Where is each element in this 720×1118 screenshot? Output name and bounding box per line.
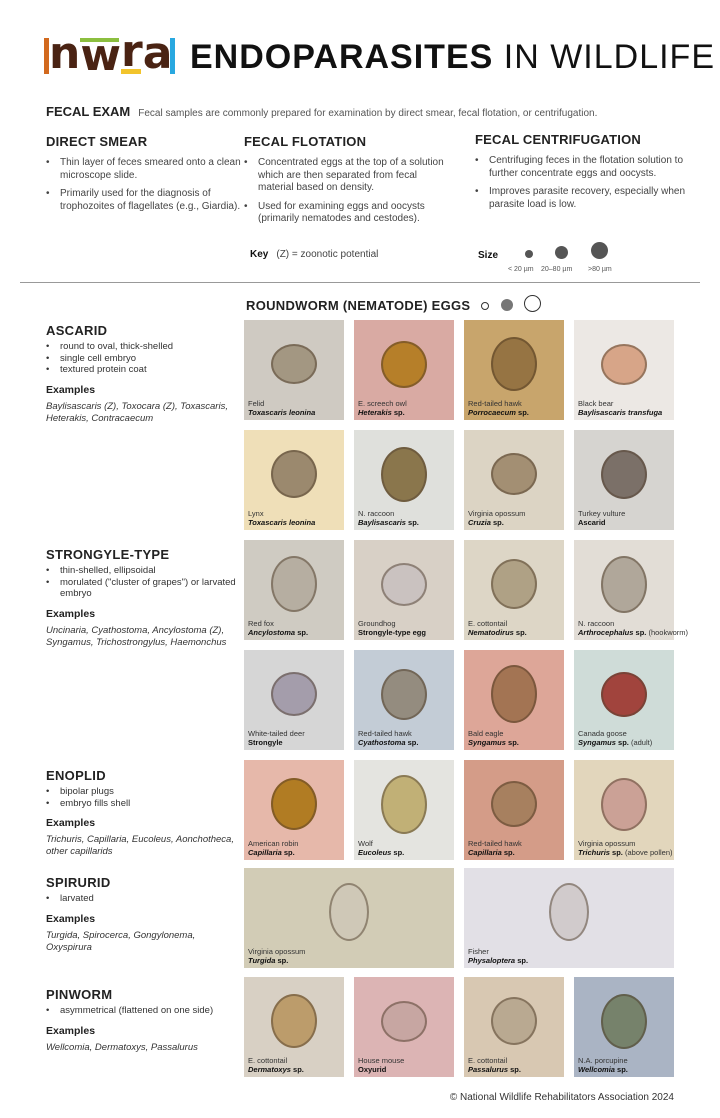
photo-caption [468,839,522,857]
photo-caption [578,839,673,857]
photo-caption [248,509,315,527]
species-suffix: sp. [505,738,519,747]
egg-image [271,778,317,830]
host-name: E. cottontail [248,1056,288,1065]
nematode-group-strongyle-type [46,547,236,649]
photo-caption [578,399,662,417]
egg-photo-tile [244,760,344,860]
group-feature: • asymmetrical (flattened on one side) [46,1005,236,1017]
egg-photo-tile [574,650,674,750]
title-bold: ENDOPARASITES [190,38,494,76]
photo-caption [358,619,426,637]
size-small-icon [481,302,489,310]
species-genus: Syngamus [468,738,506,747]
photo-caption [358,839,404,857]
species-suffix: sp. [614,1065,628,1074]
species-genus: Syngamus [578,738,616,747]
egg-image [601,672,647,717]
egg-photo-tile [354,430,454,530]
photo-caption [248,839,298,857]
egg-photo-tile [464,650,564,750]
egg-image [601,778,647,831]
size-medium-label: 20–80 µm [541,266,573,273]
egg-photo-tile [464,977,564,1077]
host-name: Canada goose [578,729,627,738]
copyright: © National Wildlife Rehabilitators Association 2024 [449,1092,674,1103]
fecal-exam-text: Fecal samples are commonly prepared for examination by direct smear, fecal flotation, or centrifugation. [138,108,598,119]
egg-photo-tile [244,650,344,750]
egg-photo-tile [464,760,564,860]
species-genus: Trichuris [578,848,610,857]
group-feature: • larvated [46,893,236,905]
group-feature: • textured protein coat [46,364,236,376]
host-name: Groundhog [358,619,396,628]
species-genus: Toxascaris leonina [248,408,316,417]
egg-image [381,341,427,388]
egg-photo-tile [574,540,689,640]
examples-text: Baylisascaris (Z), Toxocara (Z), Toxascaris, Heterakis, Contracaecum [46,400,228,424]
egg-photo-tile [464,320,564,420]
egg-image [381,775,427,834]
species-suffix: sp. [501,848,515,857]
photo-caption [358,729,418,747]
group-feature: • bipolar plugs [46,786,236,798]
species-suffix: sp. [515,956,529,965]
species-genus: Passalurus [468,1065,509,1074]
species-suffix: sp. [295,628,309,637]
nematode-group-pinworm [46,987,236,1054]
photo-caption [248,399,315,417]
photo-caption [468,947,528,965]
photo-caption [578,619,688,637]
egg-photo-tile [354,977,454,1077]
species-suffix: sp. [405,518,419,527]
host-name: Virginia opossum [578,839,636,848]
egg-photo-tile [354,650,454,750]
egg-image [271,556,317,612]
species-suffix: Strongyle-type egg [358,628,426,637]
group-feature: • round to oval, thick-shelled [46,341,236,353]
size-label: Size [478,250,499,261]
photo-caption [248,729,305,747]
host-name: Turkey vulture [578,509,626,518]
host-name: Virginia opossum [248,947,306,956]
species-note: (hookworm) [648,628,689,637]
title-rest: IN WILDLIFE [493,38,715,76]
group-title: PINWORM [46,987,113,1002]
photo-caption [358,509,419,527]
logo-r: r [120,26,141,77]
species-genus: Toxascaris leonina [248,518,316,527]
photo-caption [248,619,308,637]
examples-label: Examples [46,1024,96,1037]
species-suffix: sp. [281,848,295,857]
species-suffix: sp. [290,1065,304,1074]
egg-photo-tile [244,430,344,530]
photo-caption [248,1056,304,1074]
species-note: (above pollen) [624,848,673,857]
method-title: FECAL FLOTATION [244,134,367,149]
egg-image [381,1001,427,1042]
photo-caption [468,509,525,527]
species-genus: Cyathostoma [358,738,406,747]
host-name: House mouse [358,1056,405,1065]
method-bullet: • Used for examining eggs and oocysts (primarily nematodes and cestodes). [244,201,454,226]
method-bullet: • Primarily used for the diagnosis of trophozoites of flagellates (e.g., Giardia). [46,188,256,213]
photo-caption [578,1056,628,1074]
egg-photo-tile [464,868,674,968]
size-small-dot [525,250,533,258]
species-suffix: sp. [405,738,419,747]
size-large-icon [524,295,541,312]
examples-text: Turgida, Spirocerca, Gongylonema, Oxyspirura [46,929,196,953]
page-title [190,38,715,77]
egg-image [601,344,647,385]
host-name: White-tailed deer [248,729,305,738]
logo-a: a [143,38,176,74]
group-feature: • thin-shelled, ellipsoidal [46,565,236,577]
species-genus: Dermatoxys [248,1065,291,1074]
egg-image [271,994,317,1048]
size-large-dot [591,242,608,259]
species-suffix: sp. [275,956,289,965]
egg-photo-tile [574,430,674,530]
species-note: (adult) [630,738,653,747]
fecal-exam-intro [46,104,597,119]
section-title: ROUNDWORM (NEMATODE) EGGS [246,298,471,313]
species-suffix: sp. [633,628,647,637]
host-name: Red-tailed hawk [468,839,522,848]
species-genus: Baylisascaris transfuga [578,408,663,417]
group-feature: • morulated ("cluster of grapes") or larvated embryo [46,577,236,600]
species-genus: Heterakis [358,408,392,417]
host-name: Wolf [358,839,373,848]
examples-label: Examples [46,607,96,620]
egg-image [329,883,369,941]
egg-photo-tile [464,430,564,530]
egg-photo-tile [574,977,674,1077]
method-bullet: • Concentrated eggs at the top of a solution which are then separated from fecal material based on density. [244,157,454,195]
group-title: STRONGYLE-TYPE [46,547,170,562]
photo-caption [468,1056,521,1074]
host-name: E. screech owl [358,399,407,408]
group-title: SPIRURID [46,875,111,890]
species-genus: Turgida [248,956,276,965]
species-genus: Porrocaecum [468,408,516,417]
species-genus: Capillaria [248,848,282,857]
egg-image [381,669,427,720]
host-name: Black bear [578,399,614,408]
size-medium-icon [501,299,513,311]
photo-caption [358,399,407,417]
egg-photo-tile [354,760,454,860]
nematode-group-enoplid [46,768,236,858]
egg-photo-tile [354,540,454,640]
species-suffix: sp. [609,848,623,857]
species-suffix: sp. [513,628,527,637]
egg-image [271,450,317,498]
roundworm-heading [246,298,470,313]
egg-photo-tile [244,868,454,968]
egg-image [271,672,317,716]
egg-image [491,665,537,723]
egg-photo-tile [574,760,674,860]
photo-caption [358,1056,404,1074]
species-genus: Nematodirus [468,628,514,637]
method-title: FECAL CENTRIFUGATION [475,132,642,147]
species-genus: Capillaria [468,848,502,857]
size-medium-dot [555,246,568,259]
host-name: Felid [248,399,265,408]
egg-image [491,453,537,495]
egg-image [549,883,589,941]
photo-caption [468,399,529,417]
examples-text: Trichuris, Capillaria, Eucoleus, Aonchotheca, other capillarids [46,834,234,857]
egg-image [381,563,427,606]
photo-caption [468,619,527,637]
species-genus: Wellcomia [578,1065,615,1074]
group-title: ENOPLID [46,768,106,783]
logo-n: n [44,38,78,74]
divider [20,282,700,283]
host-name: Red-tailed hawk [358,729,412,738]
group-feature: • embryo fills shell [46,798,236,810]
nwra-logo [44,26,175,81]
photo-caption [578,509,625,527]
method-fecal-flotation [244,134,454,232]
species-suffix: sp. [490,518,504,527]
egg-image [601,450,647,499]
examples-text: Wellcomia, Dermatoxys, Passalurus [46,1041,198,1053]
group-feature: • single cell embryo [46,353,236,365]
nematode-group-spirurid [46,875,236,954]
species-genus: Eucoleus [358,848,392,857]
method-bullet: • Thin layer of feces smeared onto a clean microscope slide. [46,157,256,182]
egg-image [491,781,537,827]
species-genus: Physaloptera [468,956,516,965]
egg-image [601,556,647,613]
species-suffix: sp. [391,848,405,857]
species-suffix: sp. [391,408,405,417]
species-suffix: Ascarid [578,518,606,527]
method-fecal-centrifugation [475,132,700,217]
species-suffix: sp. [515,408,529,417]
size-small-label: < 20 µm [508,266,534,273]
key-legend [250,249,378,260]
egg-image [491,559,537,609]
species-suffix: Oxyurid [358,1065,387,1074]
egg-image [491,997,537,1045]
host-name: American robin [248,839,299,848]
group-title: ASCARID [46,323,108,338]
examples-label: Examples [46,383,96,396]
host-name: Red fox [248,619,274,628]
photo-caption [468,729,519,747]
egg-image [381,447,427,502]
photo-caption [578,729,652,747]
species-genus: Cruzia [468,518,491,527]
egg-image [491,337,537,391]
examples-label: Examples [46,912,96,925]
host-name: Lynx [248,509,264,518]
species-genus: Ancylostoma [248,628,296,637]
species-genus: Arthrocephalus [578,628,634,637]
egg-photo-tile [354,320,454,420]
host-name: Virginia opossum [468,509,526,518]
method-bullet: • Centrifuging feces in the flotation solution to further concentrate eggs and oocysts. [475,155,700,180]
examples-text: Uncinaria, Cyathostoma, Ancylostoma (Z), Syngamus, Trichostrongylus, Haemonchus [46,624,227,648]
host-name: Bald eagle [468,729,504,738]
photo-caption [248,947,305,965]
size-large-label: >80 µm [588,266,612,273]
logo-w: w [80,30,119,81]
species-suffix: sp. [615,738,629,747]
egg-photo-tile [574,320,674,420]
host-name: Red-tailed hawk [468,399,522,408]
host-name: E. cottontail [468,1056,508,1065]
egg-photo-tile [244,540,344,640]
key-text: (Z) = zoonotic potential [276,249,379,260]
egg-photo-tile [464,540,564,640]
nematode-group-ascarid [46,323,236,425]
egg-image [601,994,647,1049]
key-label: Key [250,249,269,260]
egg-photo-tile [244,977,344,1077]
species-suffix: sp. [508,1065,521,1074]
host-name: Fisher [468,947,489,956]
method-direct-smear [46,134,256,219]
host-name: N.A. porcupine [578,1056,628,1065]
host-name: N. raccoon [578,619,615,628]
egg-image [271,344,317,384]
examples-label: Examples [46,817,96,829]
size-legend [478,242,628,278]
method-bullet: • Improves parasite recovery, especially when parasite load is low. [475,186,700,211]
fecal-exam-label: FECAL EXAM [46,104,131,119]
species-genus: Baylisascaris [358,518,406,527]
method-title: DIRECT SMEAR [46,134,148,149]
species-suffix: Strongyle [248,738,283,747]
host-name: E. cottontail [468,619,508,628]
egg-photo-tile [244,320,344,420]
host-name: N. raccoon [358,509,395,518]
